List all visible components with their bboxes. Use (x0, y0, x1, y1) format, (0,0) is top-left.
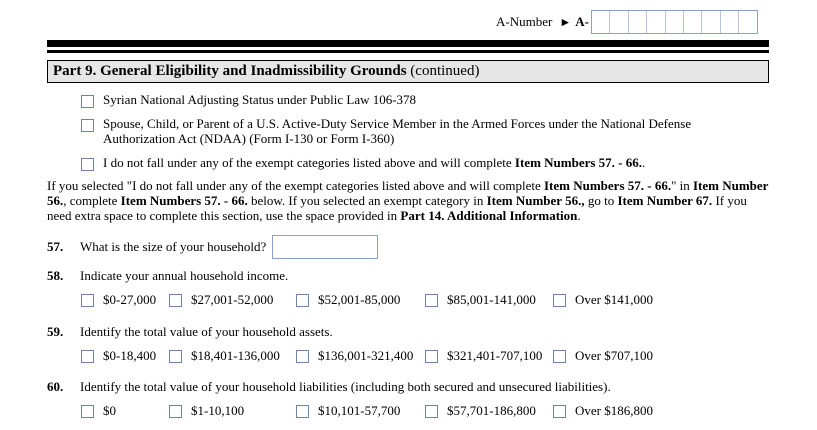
liabilities-option[interactable]: $0 (81, 403, 116, 419)
a-number-digit-box[interactable] (647, 11, 665, 33)
liabilities-option[interactable]: $10,101-57,700 (296, 403, 400, 419)
checkbox[interactable] (169, 350, 182, 363)
question-number: 60. (47, 379, 64, 394)
checkbox[interactable] (169, 294, 182, 307)
checkbox[interactable] (296, 350, 309, 363)
exempt-option-line-2: Authorization Act (NDAA) (Form I-130 or Form I-360) (103, 131, 395, 146)
checkbox[interactable] (81, 294, 94, 307)
question-text: What is the size of your household? (80, 239, 267, 254)
assets-option[interactable]: Over $707,100 (553, 348, 653, 364)
header-divider-thick (47, 40, 769, 47)
assets-option[interactable]: $136,001-321,400 (296, 348, 413, 364)
exempt-option-label: I do not fall under any of the exempt categories listed above and will complete Item Numbers 57. - 66.. (103, 155, 646, 170)
income-option[interactable]: $85,001-141,000 (425, 292, 536, 308)
a-number-digit-box[interactable] (629, 11, 647, 33)
a-number-label: A-Number (496, 14, 553, 29)
a-number-prefix: A- (575, 14, 589, 29)
assets-option[interactable]: $321,401-707,100 (425, 348, 542, 364)
a-number-digit-box[interactable] (702, 11, 720, 33)
liabilities-option[interactable]: $57,701-186,800 (425, 403, 536, 419)
checkbox-not-exempt[interactable] (81, 158, 94, 171)
a-number-digit-box[interactable] (592, 11, 610, 33)
question-number: 57. (47, 239, 64, 254)
assets-option[interactable]: $0-18,400 (81, 348, 156, 364)
question-text: Indicate your annual household income. (80, 268, 289, 283)
checkbox[interactable] (553, 405, 566, 418)
question-text: Identify the total value of your household liabilities (including both secured and unsecured liabilities). (80, 379, 611, 394)
checkbox[interactable] (425, 294, 438, 307)
checkbox[interactable] (296, 405, 309, 418)
question-60 (47, 378, 611, 396)
arrow-right-icon: ► (559, 14, 572, 29)
exempt-option-syrian (81, 92, 743, 108)
instructions-note: If you selected "I do not fall under any of the exempt categories listed above and will complete Item Numbers 57. - 66." in Item Number 56., complete Item Numbers 57. - 66. below. If you selected an exempt category in Item Number 56., go to Item Number 67. If you need extra space to complete this section, use the space provided in Part 14. Additional Information. (47, 178, 769, 223)
part-9-header (47, 60, 769, 83)
income-option[interactable]: $52,001-85,000 (296, 292, 400, 308)
exempt-option-label: Syrian National Adjusting Status under Public Law 106-378 (103, 92, 417, 107)
checkbox[interactable] (425, 350, 438, 363)
a-number-digit-box[interactable] (739, 11, 757, 33)
question-58 (47, 267, 288, 285)
question-number: 59. (47, 324, 64, 339)
exempt-option-line-1: Spouse, Child, or Parent of a U.S. Active-Duty Service Member in the Armed Forces under the National Defense (103, 116, 692, 131)
checkbox[interactable] (81, 350, 94, 363)
income-option[interactable]: $27,001-52,000 (169, 292, 273, 308)
question-57 (47, 238, 378, 256)
checkbox[interactable] (81, 405, 94, 418)
checkbox-military-family[interactable] (81, 119, 94, 132)
header-divider-thin (47, 50, 769, 53)
a-number-digit-box[interactable] (721, 11, 739, 33)
household-size-input[interactable] (272, 235, 378, 259)
a-number-digit-box[interactable] (684, 11, 702, 33)
exempt-option-none (81, 155, 743, 171)
a-number-digit-box[interactable] (610, 11, 628, 33)
checkbox-syrian-national[interactable] (81, 95, 94, 108)
question-59 (47, 323, 333, 341)
income-option[interactable]: $0-27,000 (81, 292, 156, 308)
assets-option[interactable]: $18,401-136,000 (169, 348, 280, 364)
a-number-header (496, 10, 758, 34)
checkbox[interactable] (425, 405, 438, 418)
checkbox[interactable] (553, 350, 566, 363)
checkbox[interactable] (169, 405, 182, 418)
exempt-option-label (103, 116, 743, 146)
checkbox[interactable] (553, 294, 566, 307)
checkbox[interactable] (296, 294, 309, 307)
a-number-input[interactable] (591, 10, 759, 34)
liabilities-option[interactable]: $1-10,100 (169, 403, 244, 419)
a-number-digit-box[interactable] (666, 11, 684, 33)
part-title-suffix: (continued) (410, 63, 480, 79)
income-option[interactable]: Over $141,000 (553, 292, 653, 308)
question-number: 58. (47, 268, 64, 283)
liabilities-option[interactable]: Over $186,800 (553, 403, 653, 419)
exempt-option-military (81, 116, 743, 146)
part-title: Part 9. General Eligibility and Inadmissibility Grounds (53, 63, 407, 79)
question-text: Identify the total value of your household assets. (80, 324, 333, 339)
